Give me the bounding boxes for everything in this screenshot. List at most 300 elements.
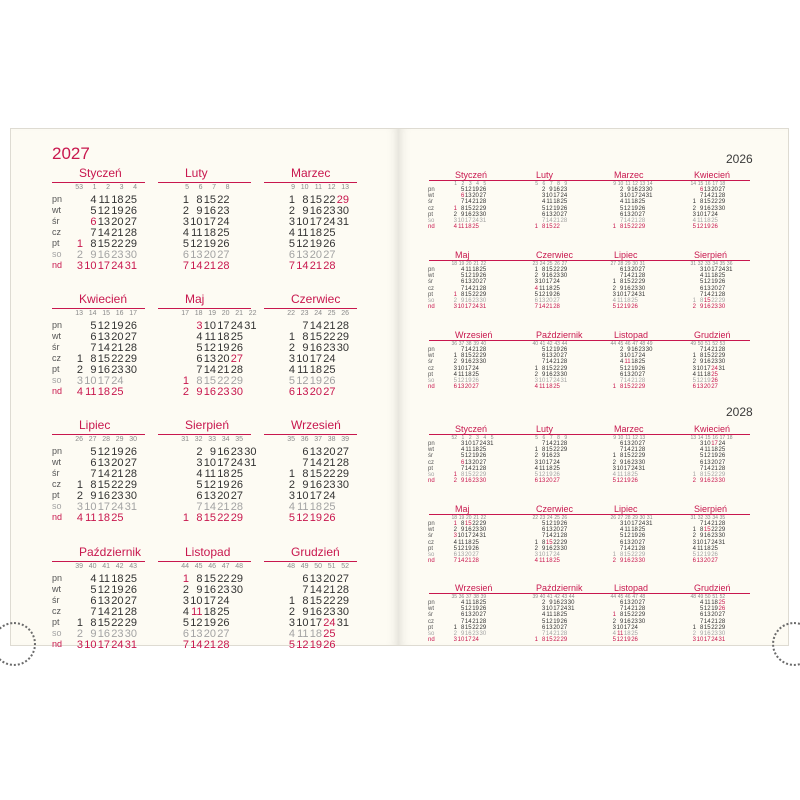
day-cell: 11 <box>297 227 309 239</box>
day-cell: 8 <box>619 552 624 558</box>
week-number: 36 <box>300 436 309 443</box>
week-number: 45 <box>617 341 624 347</box>
day-cell: 12 <box>464 453 472 460</box>
week-number: 35 <box>287 436 295 443</box>
day-cell: 1 <box>534 637 538 644</box>
day-cell: 7 <box>541 218 546 224</box>
day-cell: 6 <box>90 216 97 228</box>
day-cell: 13 <box>464 459 472 466</box>
day-cell: 25 <box>638 359 646 366</box>
week-number: 26 <box>561 515 568 521</box>
day-cell: 25 <box>124 194 137 206</box>
day-cell: 7 <box>699 465 704 472</box>
day-cell: 6 <box>460 612 465 619</box>
day-cell: 25 <box>111 512 124 524</box>
week-number: 15 <box>697 181 704 187</box>
day-cell: 3 <box>76 501 83 513</box>
day-cell: 8 <box>699 199 704 206</box>
day-cell: 7 <box>302 320 309 332</box>
day-cell: 5 <box>541 347 546 353</box>
day-name-4: cz <box>52 227 61 237</box>
day-cell: 10 <box>616 465 624 472</box>
week-number: 5 <box>535 181 538 187</box>
day-cell: 13 <box>309 573 322 585</box>
day-cell: 14 <box>457 558 465 565</box>
day-cell: 16 <box>309 479 322 491</box>
day-cell: 20 <box>631 539 638 546</box>
day-cell: 27 <box>230 490 243 502</box>
week-number: 53 <box>75 184 83 191</box>
day-cell: 17 <box>545 552 553 558</box>
day-cell: 1 <box>182 573 189 585</box>
day-cell: 19 <box>309 238 322 250</box>
day-cell: 12 <box>97 320 110 332</box>
day-cell: 28 <box>124 606 137 618</box>
day-cell: 21 <box>472 285 479 292</box>
day-cell: 28 <box>718 347 726 353</box>
day-cell: 27 <box>553 478 560 485</box>
day-cell: 12 <box>296 375 309 387</box>
day-cell: 2 <box>534 545 538 552</box>
month-rule <box>158 434 251 435</box>
day-cell: 7 <box>541 441 546 447</box>
day-cell: 28 <box>718 521 726 527</box>
day-cell: 22 <box>323 331 336 343</box>
day-cell: 9 <box>549 187 553 193</box>
day-cell: 11 <box>204 468 216 480</box>
month-rule <box>264 308 357 309</box>
day-cell: 28 <box>217 639 230 651</box>
day-cell: 23 <box>553 371 560 378</box>
day-cell: 24 <box>638 353 646 360</box>
day-cell: 21 <box>631 218 638 224</box>
day-cell: 5 <box>90 446 97 458</box>
week-number: 19 <box>458 515 465 521</box>
day-cell: 6 <box>699 459 704 466</box>
day-name-2: wt <box>428 353 434 360</box>
day-cell: 2 <box>612 618 616 625</box>
day-cell: 10 <box>538 279 546 286</box>
day-cell: 9 <box>460 298 465 304</box>
day-cell: 13 <box>623 441 631 447</box>
day-cell: 8 <box>541 447 546 454</box>
day-cell: 18 <box>472 447 479 454</box>
day-cell: 21 <box>111 342 124 354</box>
week-number: 41 <box>539 341 546 347</box>
day-cell: 9 <box>699 205 704 212</box>
week-number: 27 <box>88 436 97 443</box>
month-title: Sierpień <box>185 418 230 432</box>
day-cell: 2 <box>612 558 616 565</box>
day-cell: 13 <box>703 459 711 466</box>
day-cell: 26 <box>472 378 479 384</box>
day-cell: 2 <box>453 359 457 366</box>
day-cell: 11 <box>297 364 309 376</box>
day-cell: 29 <box>124 353 137 365</box>
week-number: 36 <box>726 261 733 267</box>
day-cell: 3 <box>692 365 696 372</box>
day-cell: 20 <box>111 457 124 469</box>
day-cell: 27 <box>336 446 349 458</box>
day-cell: 2 <box>182 584 189 596</box>
day-cell: 31 <box>567 606 575 613</box>
day-cell: 16 <box>203 386 216 398</box>
day-cell: 26 <box>711 552 718 558</box>
day-name-6: so <box>428 378 435 384</box>
day-cell: 30 <box>479 527 487 534</box>
day-cell: 6 <box>460 193 465 200</box>
day-cell: 9 <box>196 584 203 596</box>
day-cell: 3 <box>288 216 295 228</box>
day-cell: 17 <box>97 260 110 272</box>
day-cell: 24 <box>638 193 646 200</box>
day-cell: 20 <box>631 211 638 218</box>
day-cell: 26 <box>479 273 487 280</box>
day-cell: 13 <box>545 353 553 360</box>
day-cell: 28 <box>336 320 349 332</box>
day-cell: 15 <box>545 365 553 372</box>
day-cell: 5 <box>90 584 97 596</box>
week-number: 50 <box>697 341 704 347</box>
week-number: 14 <box>697 435 704 441</box>
day-cell: 2 <box>76 249 83 261</box>
day-cell: 4 <box>541 199 546 206</box>
day-cell: 29 <box>718 624 726 631</box>
day-cell: 24 <box>711 211 718 218</box>
day-cell: 17 <box>203 216 216 228</box>
day-cell: 4 <box>692 371 696 378</box>
day-cell: 13 <box>457 384 465 391</box>
day-name-3: śr <box>428 199 433 206</box>
day-cell: 14 <box>545 533 553 540</box>
day-cell: 23 <box>472 211 479 218</box>
week-number: 17 <box>712 181 718 187</box>
day-cell: 12 <box>616 478 624 485</box>
day-cell: 29 <box>638 384 646 391</box>
day-cell: 6 <box>541 624 546 631</box>
day-name-6: so <box>428 472 435 478</box>
week-number: 1 <box>92 184 97 191</box>
day-cell: 28 <box>479 618 487 625</box>
day-cell: 2 <box>534 273 538 280</box>
day-cell: 25 <box>553 285 560 292</box>
month-title: Luty <box>536 170 554 180</box>
day-cell: 4 <box>288 501 295 513</box>
day-cell: 7 <box>619 606 624 613</box>
week-number: 1 <box>461 435 465 441</box>
day-cell: 19 <box>703 378 711 384</box>
day-cell: 27 <box>336 573 349 585</box>
day-cell: 27 <box>472 552 479 558</box>
day-cell: 2 <box>196 446 203 458</box>
day-cell: 5 <box>196 479 203 491</box>
day-cell: 17 <box>464 637 472 644</box>
day-cell: 5 <box>541 205 546 212</box>
month-rule <box>264 561 357 562</box>
day-cell: 14 <box>703 521 711 527</box>
month-title: Grudzień <box>694 330 731 340</box>
day-cell: 1 <box>182 512 189 524</box>
day-cell: 17 <box>631 353 638 360</box>
day-cell: 3 <box>692 211 696 218</box>
day-cell: 28 <box>230 501 243 513</box>
day-cell: 16 <box>97 249 110 261</box>
day-cell: 20 <box>309 249 322 261</box>
day-cell: 2 <box>692 304 696 311</box>
day-cell: 12 <box>203 479 216 491</box>
day-cell: 13 <box>623 539 631 546</box>
day-cell: 20 <box>553 527 560 534</box>
day-cell: 26 <box>124 320 137 332</box>
day-cell: 11 <box>458 371 465 378</box>
day-cell: 6 <box>90 595 97 607</box>
day-cell: 18 <box>703 545 711 552</box>
day-cell: 28 <box>553 304 560 311</box>
day-cell: 10 <box>84 260 97 272</box>
day-cell: 5 <box>619 365 624 372</box>
day-cell: 21 <box>631 606 638 613</box>
day-cell: 3 <box>453 533 457 540</box>
day-cell: 18 <box>631 527 638 534</box>
week-number: 10 <box>300 184 309 191</box>
day-cell: 20 <box>711 612 718 619</box>
day-cell: 4 <box>288 628 295 640</box>
day-cell: 14 <box>309 320 322 332</box>
day-cell: 26 <box>472 545 479 552</box>
week-number: 7 <box>549 435 553 441</box>
day-cell: 13 <box>97 331 110 343</box>
day-cell: 3 <box>196 457 203 469</box>
day-cell: 26 <box>638 205 646 212</box>
day-cell: 8 <box>699 624 704 631</box>
day-cell: 21 <box>631 378 638 384</box>
day-cell: 31 <box>718 365 726 372</box>
day-cell: 5 <box>288 238 295 250</box>
day-cell: 25 <box>230 331 243 343</box>
day-cell: 19 <box>553 347 560 353</box>
day-cell: 26 <box>631 478 638 485</box>
day-cell: 19 <box>711 279 718 286</box>
day-cell: 29 <box>560 365 568 372</box>
day-cell: 20 <box>553 211 560 218</box>
day-cell: 5 <box>288 375 295 387</box>
day-cell: 17 <box>309 490 322 502</box>
day-cell: 6 <box>90 331 97 343</box>
day-cell: 25 <box>217 606 230 618</box>
day-cell: 9 <box>619 618 624 625</box>
day-cell: 25 <box>553 384 560 391</box>
day-cell: 29 <box>479 205 487 212</box>
day-cell: 22 <box>711 298 718 304</box>
day-cell: 4 <box>288 364 295 376</box>
week-number: 20 <box>466 515 472 521</box>
week-number: 48 <box>639 341 646 347</box>
day-cell: 28 <box>217 260 230 272</box>
day-cell: 28 <box>124 227 137 239</box>
day-name-1: pn <box>52 194 63 204</box>
day-cell: 15 <box>464 624 472 631</box>
day-cell: 1 <box>453 521 457 527</box>
day-cell: 6 <box>453 552 457 558</box>
day-cell: 1 <box>612 224 616 231</box>
day-cell: 7 <box>619 218 624 224</box>
day-cell: 12 <box>703 453 711 460</box>
week-number: 4 <box>476 181 479 187</box>
day-cell: 4 <box>460 267 465 273</box>
day-cell: 30 <box>244 446 257 458</box>
week-number: 37 <box>314 436 322 443</box>
day-cell: 12 <box>97 446 110 458</box>
day-cell: 21 <box>323 457 336 469</box>
day-cell: 12 <box>296 238 309 250</box>
day-cell: 16 <box>464 478 472 485</box>
day-cell: 23 <box>553 545 560 552</box>
day-cell: 17 <box>545 279 553 286</box>
day-cell: 4 <box>196 331 203 343</box>
day-cell: 30 <box>479 478 487 485</box>
day-cell: 13 <box>696 558 704 565</box>
day-cell: 4 <box>619 199 624 206</box>
day-cell: 1 <box>692 353 696 360</box>
day-cell: 30 <box>645 347 653 353</box>
day-cell: 3 <box>76 375 83 387</box>
day-cell: 17 <box>553 193 560 200</box>
day-cell: 28 <box>718 618 726 625</box>
day-name-6: so <box>428 298 435 304</box>
day-cell: 5 <box>196 342 203 354</box>
day-name-3: śr <box>428 533 433 540</box>
day-cell: 17 <box>97 501 110 513</box>
day-cell: 12 <box>464 606 472 613</box>
day-cell: 11 <box>539 285 546 292</box>
month-title: Sierpień <box>694 250 728 260</box>
day-cell: 30 <box>638 285 646 292</box>
day-cell: 29 <box>718 527 726 534</box>
day-cell: 4 <box>453 371 457 378</box>
day-cell: 13 <box>464 279 472 286</box>
day-cell: 14 <box>623 273 631 280</box>
day-cell: 17 <box>545 378 553 384</box>
week-number: 38 <box>327 436 336 443</box>
day-cell: 9 <box>90 490 97 502</box>
week-number: 53 <box>719 341 726 347</box>
day-cell: 8 <box>90 617 97 629</box>
day-cell: 3 <box>288 490 295 502</box>
day-cell: 10 <box>457 218 465 224</box>
week-number: 12 <box>632 181 638 187</box>
day-name-4: cz <box>428 539 434 546</box>
day-cell: 13 <box>97 216 110 228</box>
day-cell: 10 <box>703 267 711 273</box>
day-cell: 18 <box>309 227 322 239</box>
week-number: 6 <box>198 184 203 191</box>
day-cell: 20 <box>472 193 479 200</box>
day-name-2: wt <box>428 527 434 534</box>
day-cell: 22 <box>111 353 124 365</box>
day-name-7: nd <box>428 637 435 644</box>
day-cell: 10 <box>538 552 546 558</box>
day-cell: 7 <box>460 285 465 292</box>
day-cell: 19 <box>623 637 631 644</box>
day-cell: 20 <box>217 353 230 365</box>
day-cell: 11 <box>465 267 472 273</box>
week-number: 1 <box>454 181 457 187</box>
day-cell: 14 <box>464 199 472 206</box>
day-cell: 22 <box>553 267 560 273</box>
day-cell: 13 <box>464 193 472 200</box>
day-cell: 8 <box>460 521 465 527</box>
day-cell: 9 <box>90 628 97 640</box>
day-cell: 28 <box>336 584 349 596</box>
day-cell: 11 <box>697 218 704 224</box>
day-cell: 11 <box>191 227 203 239</box>
day-cell: 9 <box>302 205 309 217</box>
day-cell: 10 <box>190 216 203 228</box>
day-cell: 24 <box>631 291 638 298</box>
day-cell: 2 <box>692 359 696 366</box>
day-cell: 6 <box>619 441 624 447</box>
day-cell: 31 <box>124 501 137 513</box>
day-cell: 13 <box>296 386 309 398</box>
day-name-6: so <box>52 501 62 511</box>
day-name-7: nd <box>52 639 63 649</box>
day-cell: 7 <box>619 378 624 384</box>
day-cell: 14 <box>623 378 631 384</box>
day-cell: 29 <box>479 291 487 298</box>
day-cell: 4 <box>460 600 465 606</box>
day-cell: 7 <box>460 618 465 625</box>
day-cell: 8 <box>460 353 465 360</box>
day-cell: 24 <box>560 193 568 200</box>
day-cell: 23 <box>711 533 718 540</box>
day-cell: 26 <box>560 618 568 625</box>
day-cell: 18 <box>464 539 472 546</box>
day-cell: 7 <box>619 545 624 552</box>
day-cell: 7 <box>90 227 97 239</box>
day-cell: 14 <box>464 347 472 353</box>
day-cell: 30 <box>645 187 653 193</box>
day-cell: 30 <box>718 533 726 540</box>
day-cell: 4 <box>90 573 97 585</box>
day-cell: 5 <box>692 224 696 231</box>
day-cell: 7 <box>453 558 457 565</box>
week-number: 31 <box>690 515 696 521</box>
week-number: 13 <box>639 181 646 187</box>
week-number: 26 <box>75 436 83 443</box>
day-cell: 22 <box>472 624 479 631</box>
day-cell: 24 <box>217 216 230 228</box>
day-cell: 11 <box>98 194 110 206</box>
day-cell: 6 <box>182 249 189 261</box>
day-cell: 4 <box>699 600 704 606</box>
day-cell: 22 <box>553 447 560 454</box>
day-cell: 31 <box>486 441 494 447</box>
day-name-2: wt <box>52 457 61 467</box>
day-cell: 23 <box>711 359 718 366</box>
day-cell: 16 <box>623 558 631 565</box>
week-number: 35 <box>235 436 243 443</box>
week-number: 18 <box>726 435 733 441</box>
day-cell: 7 <box>699 291 704 298</box>
day-cell: 3 <box>692 637 696 644</box>
week-number: 37 <box>458 341 465 347</box>
day-cell: 1 <box>534 447 538 454</box>
day-cell: 19 <box>464 378 472 384</box>
day-cell: 5 <box>534 472 538 478</box>
day-cell: 24 <box>111 501 124 513</box>
day-cell: 23 <box>711 304 718 311</box>
day-name-1: pn <box>428 521 435 527</box>
